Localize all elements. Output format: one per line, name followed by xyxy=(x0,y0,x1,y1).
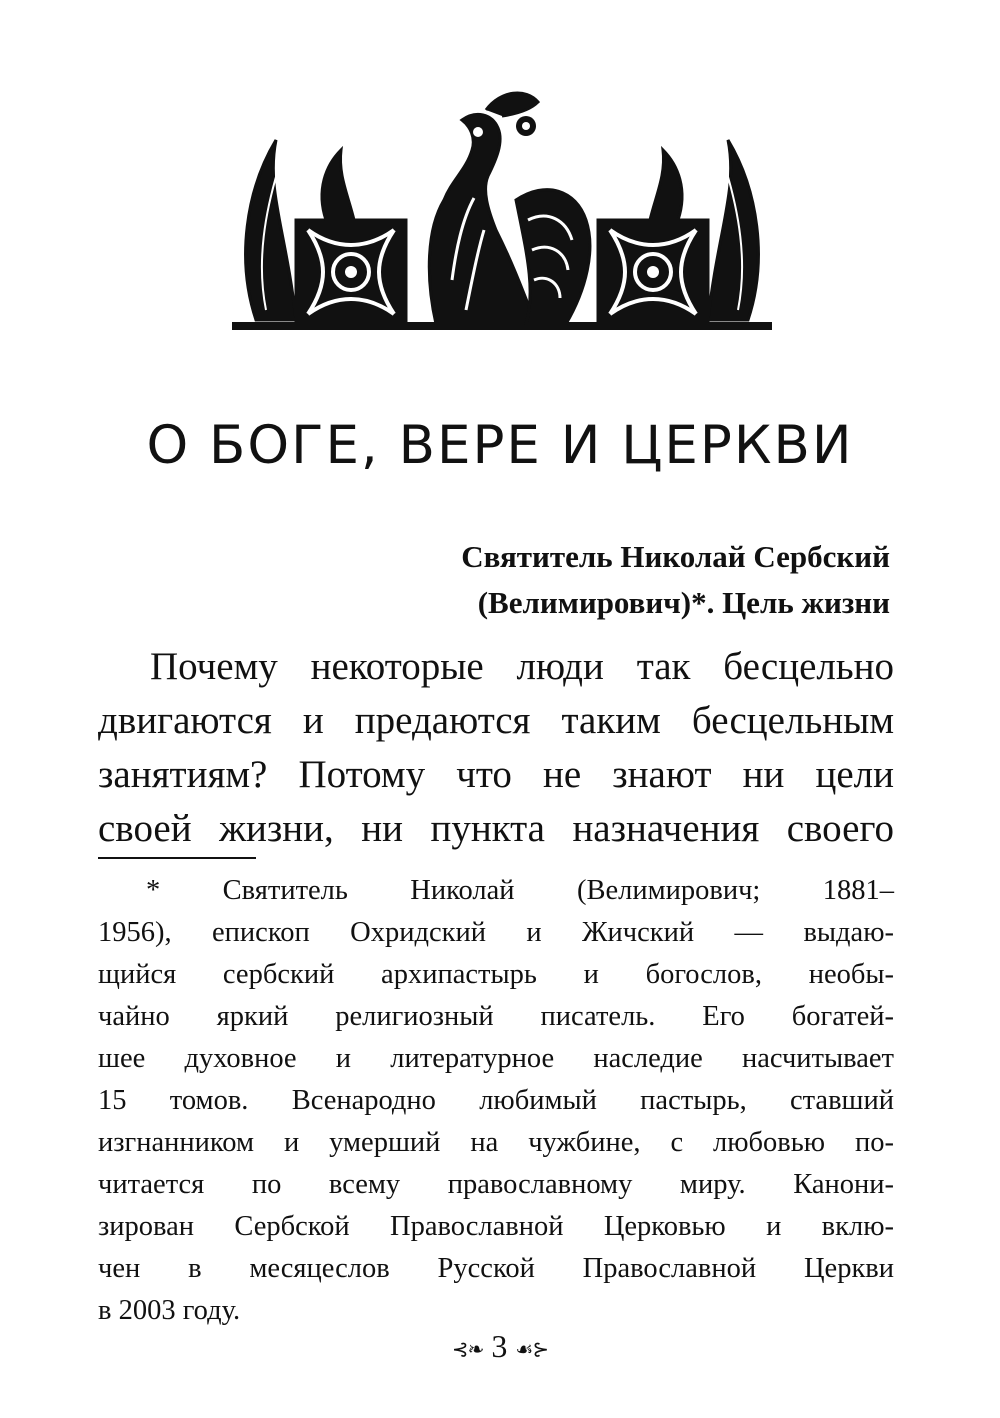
footnote-line: изгнанником и умерший на чужбине, с любовью по- xyxy=(98,1127,894,1158)
footnote-line: чайно яркий религиозный писатель. Его богатей- xyxy=(98,1001,894,1032)
footnote-line: чен в месяцеслов Русской Православной Церкви xyxy=(98,1253,894,1284)
body-line: двигаются и предаются таким бесцельным xyxy=(98,699,894,742)
footnote-line: * Святитель Николай (Велимирович; 1881– xyxy=(146,875,894,906)
footnote-line: шее духовное и литературное наследие насчитывает xyxy=(98,1043,894,1074)
body-line: Почему некоторые люди так бесцельно xyxy=(150,645,894,688)
body-line: занятиям? Потому что не знают ни цели xyxy=(98,753,894,796)
page-number-flourish-icon: ⊰❧ xyxy=(451,1338,484,1361)
footnote-line: зирован Сербской Православной Церковью и вклю- xyxy=(98,1211,894,1242)
attribution-line: Святитель Николай Сербский xyxy=(461,539,890,574)
footnote-line: 1956), епископ Охридский и Жичский — выдаю- xyxy=(98,917,894,948)
body-line: своей жизни, ни пункта назначения своего xyxy=(98,807,894,850)
attribution-line: (Велимирович)*. Цель жизни xyxy=(477,585,890,620)
chapter-title: О БОГЕ, ВЕРЕ И ЦЕРКВИ xyxy=(146,415,854,476)
page-number-flourish-icon: ☙⊱ xyxy=(515,1338,549,1361)
footnote xyxy=(98,870,894,1332)
footnote-line: читается по всему православному миру. Канони- xyxy=(98,1169,894,1200)
footnote-line: 15 томов. Всенародно любимый пастырь, ставший xyxy=(98,1085,894,1116)
page-number-block xyxy=(0,1326,1000,1370)
author-attribution xyxy=(461,534,890,626)
body-paragraph xyxy=(98,640,894,856)
footnote-line: щийся сербский архипастырь и богослов, необы- xyxy=(98,959,894,990)
ornamental-bird-headpiece-icon xyxy=(226,80,778,332)
footnote-separator xyxy=(98,857,256,859)
footnote-line: в 2003 году. xyxy=(98,1295,241,1326)
page-number: 3 xyxy=(491,1328,508,1364)
